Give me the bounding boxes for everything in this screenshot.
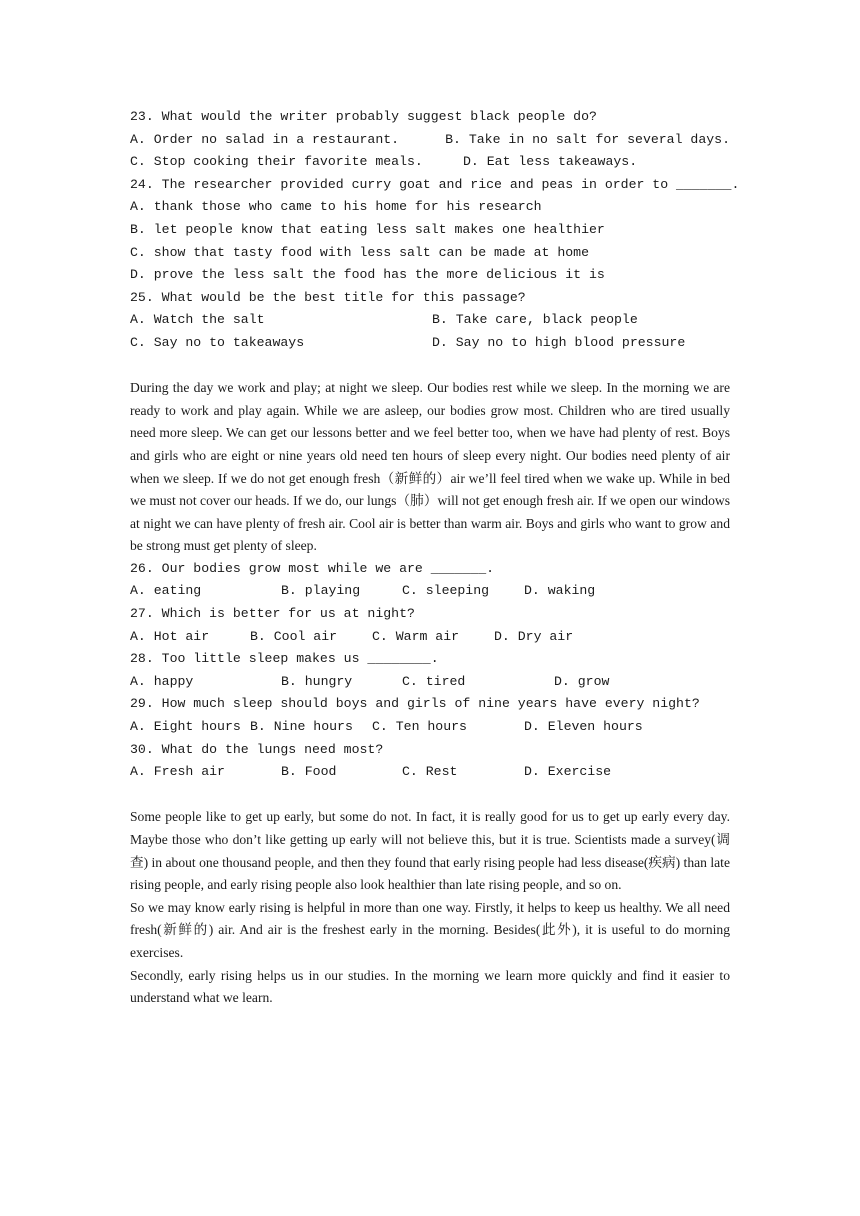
question-26: 26. Our bodies grow most while we are _______. [130,560,495,576]
option-23-d: D. Eat less takeaways. [463,154,638,170]
option-28-c: C. tired [402,673,466,689]
question-29: 29. How much sleep should boys and girls of nine years have every night? [130,696,700,712]
option-26-b: B. playing [281,583,361,599]
option-24-b: B. let people know that eating less salt makes one healthier [130,221,605,237]
option-27-c: C. Warm air [372,628,460,644]
question-23: 23. What would the writer probably suggest black people do? [130,109,597,124]
option-27-d: D. Dry air [494,628,574,644]
option-26-d: D. waking [524,583,596,599]
worksheet-page [130,106,740,1010]
option-24-c: C. show that tasty food with less salt can be made at home [130,244,589,260]
options-28 [130,671,730,694]
options-23-row1 [130,129,730,152]
options-23-row2 [130,151,730,174]
option-30-c: C. Rest [402,764,458,780]
option-29-c: C. Ten hours [372,719,467,735]
option-30-b: B. Food [281,764,337,780]
options-26 [130,580,730,603]
option-29-d: D. Eleven hours [524,719,643,735]
option-23-b: B. Take in no salt for several days. [445,131,730,147]
question-30: 30. What do the lungs need most? [130,741,384,757]
options-25-row2 [130,332,730,355]
question-24: 24. The researcher provided curry goat and rice and peas in order to _______. [130,176,740,192]
question-28: 28. Too little sleep makes us ________. [130,651,439,667]
passage-early-rising-p3: Secondly, early rising helps us in our studies. In the morning we learn more quickly and find it easier to understand what we learn. [130,967,730,1006]
option-25-c: C. Say no to takeaways [130,334,305,350]
option-23-c: C. Stop cooking their favorite meals. [130,154,423,170]
option-28-b: B. hungry [281,673,353,689]
option-27-a: A. Hot air [130,628,210,644]
option-25-b: B. Take care, black people [432,312,638,328]
option-28-a: A. happy [130,673,194,689]
options-30 [130,761,730,784]
options-29 [130,716,730,739]
options-25-row1 [130,309,730,332]
option-28-d: D. grow [554,673,610,689]
options-27 [130,626,730,649]
spacer [130,784,730,807]
option-24-a: A. thank those who came to his home for his research [130,199,542,215]
question-27: 27. Which is better for us at night? [130,606,415,622]
option-24-d: D. prove the less salt the food has the more delicious it is [130,267,605,283]
option-23-a: A. Order no salad in a restaurant. [130,131,400,147]
option-29-a: A. Eight hours [130,719,241,735]
question-25: 25. What would be the best title for this passage? [130,289,526,305]
passage-early-rising-p2: So we may know early rising is helpful in more than one way. Firstly, it helps to keep us healthy. We all need fresh(新鲜的) air. And air is the freshest early in the morning. Besides(此外), it is useful to do morning exercises. [130,899,730,960]
option-27-b: B. Cool air [250,628,338,644]
option-29-b: B. Nine hours [250,719,353,735]
option-25-a: A. Watch the salt [130,312,265,328]
passage-sleep: During the day we work and play; at night we sleep. Our bodies rest while we sleep. In the morning we are ready to work and play again. While we are asleep, our bodies grow most. Children who are tired usually need more sleep. We can get our lessons better and we feel better too, when we have had plenty of rest. Boys and girls who are eight or nine years old need ten hours of sleep every night. Our bodies need plenty of air when we sleep. If we do not get enough fresh（新鲜的）air we’ll feel tired when we wake up. While in bed we must not cover our heads. If we do, our lungs（肺）will not get enough fresh air. If we open our windows at night we can have plenty of fresh air. Cool air is better than warm air. Boys and girls who want to grow and be strong must get plenty of sleep. [130,380,730,554]
passage-early-rising-p1: Some people like to get up early, but some do not. In fact, it is really good for us to get up early every day. Maybe those who don’t like getting up early will not believe this, but it is true. Scientists made a survey(调查) in about one thousand people, and then they found that early rising people had less disease(疾病) than late rising people, and early rising people also look healthier than late rising people, and so on. [130,809,730,893]
option-26-a: A. eating [130,583,202,599]
option-30-a: A. Fresh air [130,764,225,780]
option-26-c: C. sleeping [402,583,490,599]
spacer [130,355,730,378]
option-25-d: D. Say no to high blood pressure [432,334,686,350]
option-30-d: D. Exercise [524,764,612,780]
